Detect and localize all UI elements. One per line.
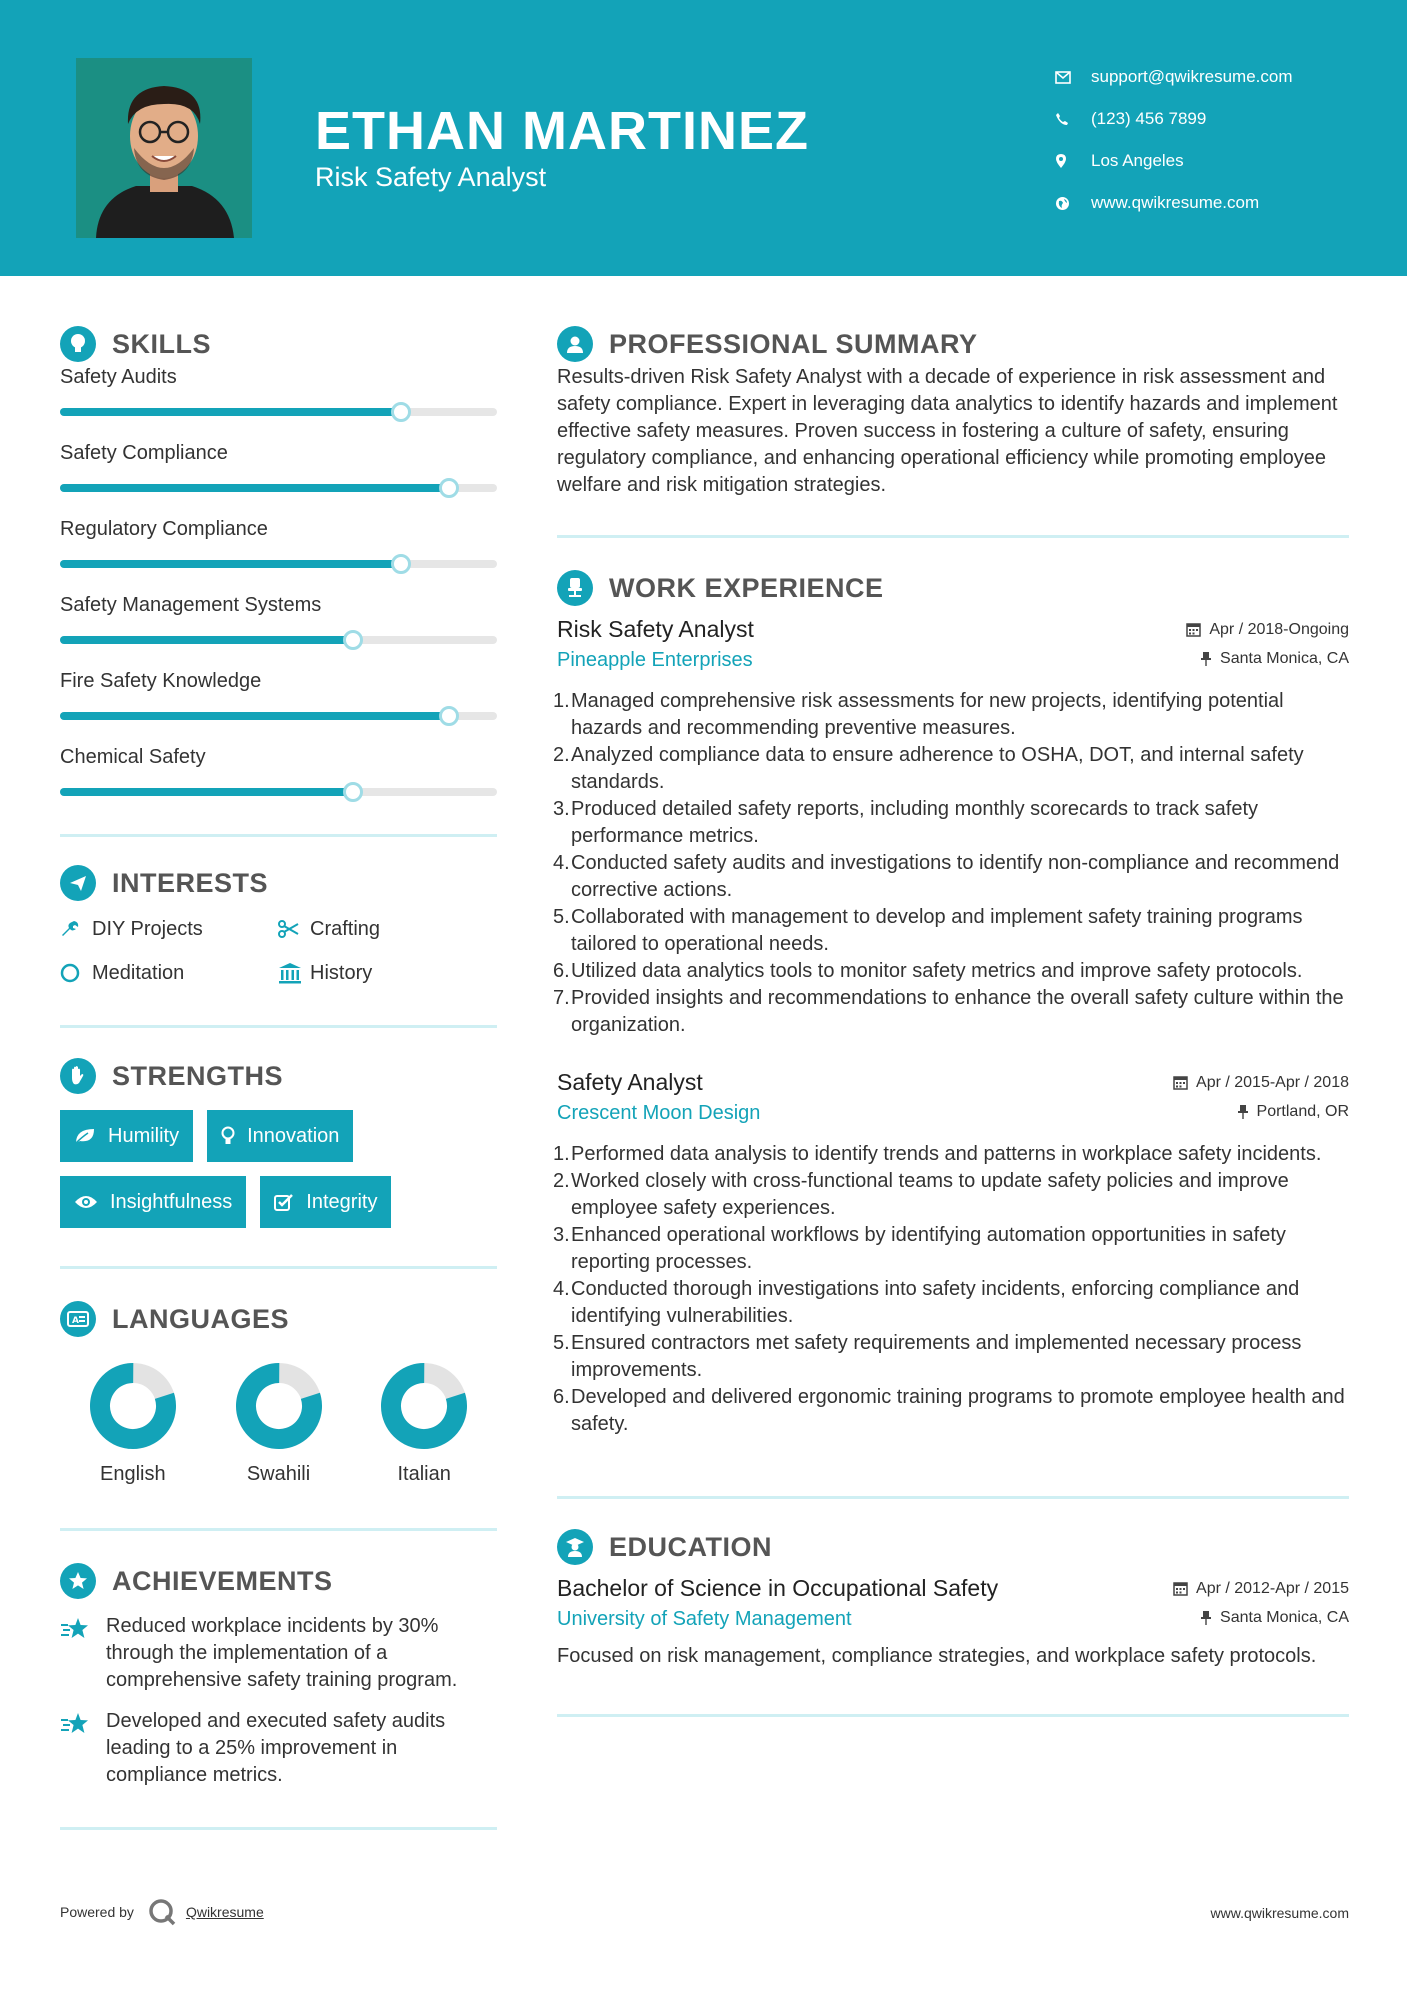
contact-website[interactable] [1055, 182, 1293, 224]
job-subheader [557, 649, 1349, 672]
skill-bar-fill [60, 788, 353, 796]
interest-label: Meditation [92, 961, 185, 984]
strength-label: Integrity [306, 1190, 378, 1213]
job-bullets [553, 688, 1349, 1039]
skill-bar-fill [60, 712, 449, 720]
skill-bar [60, 560, 497, 568]
skill-bar [60, 408, 497, 416]
skills-title: SKILLS [112, 328, 212, 359]
skill-bar-knob [343, 782, 363, 802]
job-bullet: 6. Utilized data analytics tools to monitor safety metrics and improve safety protocols. [553, 960, 1303, 982]
interest-item [60, 915, 278, 943]
skill-name: Fire Safety Knowledge [60, 670, 262, 692]
languages-section [60, 1299, 497, 1531]
language-label: Italian [397, 1463, 451, 1485]
job-header [557, 1069, 1349, 1096]
language-donut [381, 1363, 467, 1449]
achievements-heading [60, 1561, 497, 1601]
lightbulb-icon [221, 1126, 235, 1146]
qwikresume-logo-icon [148, 1898, 176, 1926]
education-title: EDUCATION [609, 1531, 772, 1562]
pushpin-icon [1200, 1610, 1212, 1625]
section-divider [60, 1528, 497, 1531]
job-dates [1173, 1074, 1349, 1092]
education-dates [1173, 1580, 1349, 1598]
interest-label: History [310, 961, 373, 984]
powered-by-label: Powered by [60, 1904, 134, 1920]
skill-item [60, 436, 497, 512]
job-role: Risk Safety Analyst [557, 616, 754, 642]
star-icon [60, 1708, 106, 1789]
section-divider [557, 535, 1349, 538]
interest-item [278, 915, 497, 943]
section-divider [557, 1496, 1349, 1499]
skill-name: Regulatory Compliance [60, 518, 268, 540]
phone-icon [1055, 112, 1091, 126]
job-bullet: 6. Developed and delivered ergonomic training programs to promote employee health and safety. [553, 1386, 1345, 1435]
section-divider [60, 834, 497, 837]
skills-list [60, 360, 497, 816]
candidate-title: Risk Safety Analyst [315, 162, 547, 192]
summary-section [557, 324, 1349, 538]
education-section [557, 1527, 1349, 1717]
experience-title: WORK EXPERIENCE [609, 572, 884, 603]
checkbox-icon [274, 1193, 294, 1211]
contact-phone[interactable] [1055, 98, 1293, 140]
skills-heading [60, 324, 497, 364]
scissors-icon [278, 920, 310, 938]
job-bullet: 3. Enhanced operational workflows by identifying automation opportunities in safety reporting processes. [553, 1224, 1286, 1273]
language-item [351, 1363, 497, 1486]
office-chair-icon [557, 570, 593, 606]
skill-name: Safety Compliance [60, 442, 228, 464]
section-divider [557, 1714, 1349, 1717]
left-column [60, 276, 497, 1830]
contact-email-text: support@qwikresume.com [1091, 67, 1293, 86]
skill-bar-fill [60, 484, 449, 492]
job-location [1200, 650, 1349, 668]
job-bullet: 4. Conducted safety audits and investigations to identify non-compliance and recommend corrective actions. [553, 852, 1340, 901]
pushpin-icon [1237, 1104, 1249, 1119]
wrench-icon [60, 919, 92, 939]
calendar-icon [1186, 622, 1201, 637]
calendar-icon [1173, 1075, 1188, 1090]
education-location [1200, 1609, 1349, 1627]
strengths-list [60, 1110, 497, 1228]
language-item [60, 1363, 206, 1486]
skill-bar-knob [439, 478, 459, 498]
skill-name: Safety Management Systems [60, 594, 322, 616]
skill-bar-knob [439, 706, 459, 726]
section-divider [60, 1266, 497, 1269]
lightbulb-icon [60, 326, 96, 362]
job-dates [1186, 621, 1349, 639]
interest-item [278, 959, 497, 987]
job-bullet: 1. Managed comprehensive risk assessments for new projects, identifying potential hazards and recommending preventive measures. [553, 690, 1284, 739]
skill-item [60, 360, 497, 436]
education-subheader [557, 1608, 1349, 1631]
interests-section [60, 863, 497, 1028]
education-heading [557, 1527, 1349, 1567]
map-pin-icon [1055, 153, 1091, 169]
summary-heading [557, 324, 1349, 364]
contact-email[interactable] [1055, 56, 1293, 98]
footer-website[interactable]: www.qwikresume.com [1210, 1905, 1349, 1921]
qwikresume-link[interactable]: Qwikresume [185, 1904, 264, 1920]
education-description: Focused on risk management, compliance strategies, and workplace safety protocols. [557, 1645, 1317, 1667]
circle-icon [60, 963, 92, 983]
skill-bar-knob [391, 554, 411, 574]
experience-heading [557, 568, 1349, 608]
pushpin-icon [1200, 651, 1212, 666]
languages-title: LANGUAGES [112, 1303, 290, 1334]
strength-label: Innovation [247, 1124, 340, 1147]
strength-tag [207, 1110, 353, 1162]
job-dates-text: Apr / 2018-Ongoing [1209, 620, 1349, 638]
leaf-icon [74, 1127, 96, 1145]
job-bullet: 3. Produced detailed safety reports, including monthly scorecards to track safety performance metrics. [553, 798, 1259, 847]
interests-list [60, 915, 497, 987]
job-header [557, 616, 1349, 643]
interest-label: DIY Projects [92, 917, 203, 940]
job-subheader [557, 1102, 1349, 1125]
svg-text:A: A [72, 1316, 79, 1326]
language-label: English [100, 1463, 166, 1485]
language-donut [90, 1363, 176, 1449]
skill-bar [60, 484, 497, 492]
interest-item [60, 959, 278, 987]
education-entry [557, 1575, 1349, 1670]
skill-item [60, 740, 497, 816]
star-badge-icon [60, 1563, 96, 1599]
section-divider [60, 1827, 497, 1830]
hand-icon [60, 1058, 96, 1094]
candidate-name: ETHAN MARTINEZ [315, 101, 809, 161]
skill-bar-fill [60, 636, 353, 644]
skill-item [60, 588, 497, 664]
section-divider [60, 1025, 497, 1028]
achievement-text: Reduced workplace incidents by 30% through the implementation of a comprehensive safety training program. [106, 1615, 458, 1691]
job-entry [553, 1069, 1349, 1438]
education-location-text: Santa Monica, CA [1220, 1608, 1349, 1626]
skill-item [60, 512, 497, 588]
education-header [557, 1575, 1349, 1602]
header [0, 0, 1407, 276]
interests-title: INTERESTS [112, 867, 269, 898]
contact-location-text: Los Angeles [1091, 151, 1184, 170]
languages-list [60, 1363, 497, 1486]
strength-label: Insightfulness [110, 1190, 233, 1213]
contact-website-text: www.qwikresume.com [1091, 193, 1260, 212]
languages-heading [60, 1299, 497, 1339]
strength-tag [260, 1176, 391, 1228]
envelope-icon [1055, 71, 1091, 84]
paper-plane-icon [60, 865, 96, 901]
job-location-text: Portland, OR [1256, 1102, 1349, 1120]
star-icon [60, 1613, 106, 1694]
contact-phone-text: (123) 456 7899 [1091, 109, 1207, 128]
graduate-icon [557, 1529, 593, 1565]
job-location [1237, 1103, 1349, 1121]
job-bullet: 5. Collaborated with management to develop and implement safety training programs tailored to operational needs. [553, 906, 1303, 955]
achievement-text: Developed and executed safety audits leading to a 25% improvement in compliance metrics. [106, 1710, 446, 1786]
skill-bar-fill [60, 408, 401, 416]
skill-item [60, 664, 497, 740]
skill-bar-knob [343, 630, 363, 650]
job-bullet: 2. Worked closely with cross-functional teams to update safety policies and improve employee safety experiences. [553, 1170, 1289, 1219]
education-degree: Bachelor of Science in Occupational Safety [557, 1575, 999, 1601]
summary-title: PROFESSIONAL SUMMARY [609, 328, 978, 359]
job-company: Pineapple Enterprises [557, 649, 753, 671]
language-icon [60, 1301, 96, 1337]
summary-text: Results-driven Risk Safety Analyst with a decade of experience in risk assessment and safety compliance. Expert in leveraging data analytics to identify hazards and implement effective safety measures. Proven success in fostering a culture of safety, ensuring regulatory compliance, and enhancing operational efficiency while promoting employee welfare and risk mitigation strategies. [557, 366, 1338, 496]
skill-name: Safety Audits [60, 366, 177, 388]
contact-location [1055, 140, 1293, 182]
job-bullet: 5. Ensured contractors met safety requirements and implemented necessary process improvements. [553, 1332, 1302, 1381]
job-bullet: 4. Conducted thorough investigations into safety incidents, enforcing compliance and identifying vulnerabilities. [553, 1278, 1300, 1327]
right-column [553, 276, 1349, 1717]
job-entry [553, 616, 1349, 1039]
job-company: Crescent Moon Design [557, 1102, 761, 1124]
eye-icon [74, 1194, 98, 1210]
skill-name: Chemical Safety [60, 746, 206, 768]
achievements-section [60, 1561, 497, 1830]
strength-tag [60, 1110, 193, 1162]
strength-label: Humility [108, 1124, 180, 1147]
job-bullet: 2. Analyzed compliance data to ensure adherence to OSHA, DOT, and internal safety standards. [553, 744, 1304, 793]
footer-powered-by [60, 1898, 264, 1926]
interests-heading [60, 863, 497, 903]
achievement-item [60, 1708, 497, 1789]
skill-bar-knob [391, 402, 411, 422]
skills-section [60, 324, 497, 837]
museum-icon [278, 962, 310, 984]
globe-icon [1055, 196, 1091, 211]
job-dates-text: Apr / 2015-Apr / 2018 [1196, 1073, 1349, 1091]
strengths-section [60, 1056, 497, 1269]
education-dates-text: Apr / 2012-Apr / 2015 [1196, 1579, 1349, 1597]
skill-bar [60, 636, 497, 644]
job-bullet: 1. Performed data analysis to identify trends and patterns in workplace safety incidents. [553, 1143, 1322, 1165]
strengths-title: STRENGTHS [112, 1060, 284, 1091]
job-role: Safety Analyst [557, 1069, 703, 1095]
calendar-icon [1173, 1581, 1188, 1596]
education-school: University of Safety Management [557, 1608, 852, 1630]
strength-tag [60, 1176, 246, 1228]
language-donut [236, 1363, 322, 1449]
achievements-title: ACHIEVEMENTS [112, 1565, 333, 1596]
experience-section [553, 568, 1349, 1499]
strengths-heading [60, 1056, 497, 1096]
language-item [206, 1363, 352, 1486]
skill-bar [60, 712, 497, 720]
job-bullet: 7. Provided insights and recommendations to enhance the overall safety culture within the organization. [553, 987, 1344, 1036]
skill-bar-fill [60, 560, 401, 568]
contact-list [1055, 56, 1293, 224]
language-label: Swahili [246, 1463, 311, 1485]
job-location-text: Santa Monica, CA [1220, 649, 1349, 667]
user-icon [557, 326, 593, 362]
job-bullets [553, 1141, 1349, 1438]
achievement-item [60, 1613, 497, 1694]
skill-bar [60, 788, 497, 796]
profile-photo [76, 58, 252, 238]
interest-label: Crafting [310, 917, 381, 940]
